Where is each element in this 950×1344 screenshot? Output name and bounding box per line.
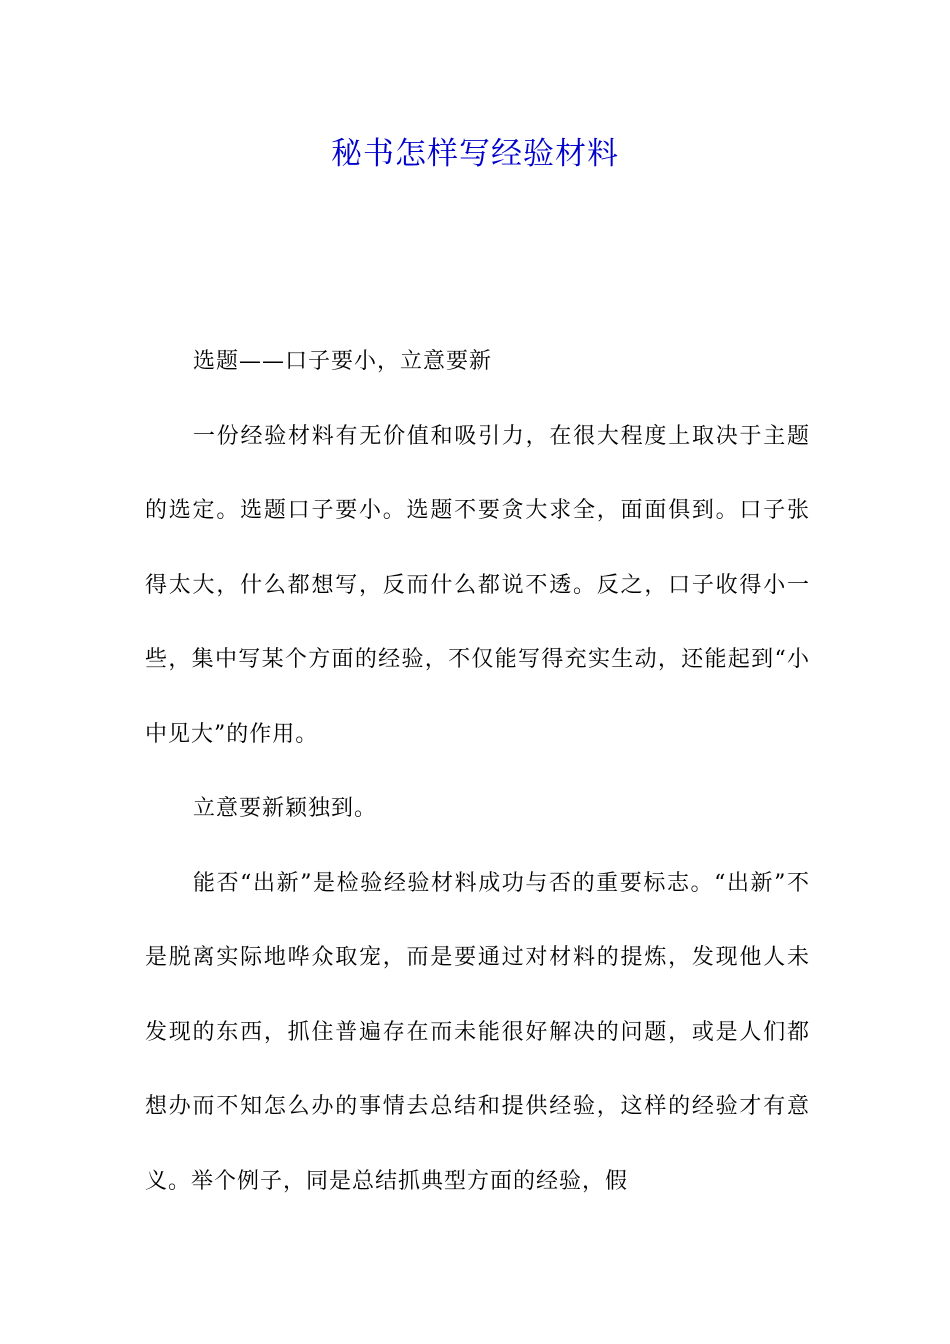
paragraph-subheading-novelty: 立意要新颖独到。: [193, 796, 378, 821]
paragraph-subheading-topic: 选题——口子要小，立意要新: [193, 349, 493, 374]
paragraph-novelty: 能否“出新”是检验经验材料成功与否的重要标志。“出新”不是脱离实际地哗众取宠，而是要通过对材料的提炼，发现他人未发现的东西，抓住普遍存在而未能很好解决的问题，或是人们都想办而不知怎么办的事情去总结和提供经验，这样的经验才有意义。举个例子，同是总结抓典型方面的经验，假: [145, 870, 810, 1194]
document-title: 秘书怎样写经验材料: [331, 136, 619, 172]
paragraph-topic-selection: 一份经验材料有无价值和吸引力，在很大程度上取决于主题的选定。选题口子要小。选题不要贪大求全，面面俱到。口子张得太大，什么都想写，反而什么都说不透。反之，口子收得小一些，集中写某个方面的经验，不仅能写得充实生动，还能起到“小中见大”的作用。: [145, 423, 810, 747]
document-body: [145, 325, 810, 1219]
